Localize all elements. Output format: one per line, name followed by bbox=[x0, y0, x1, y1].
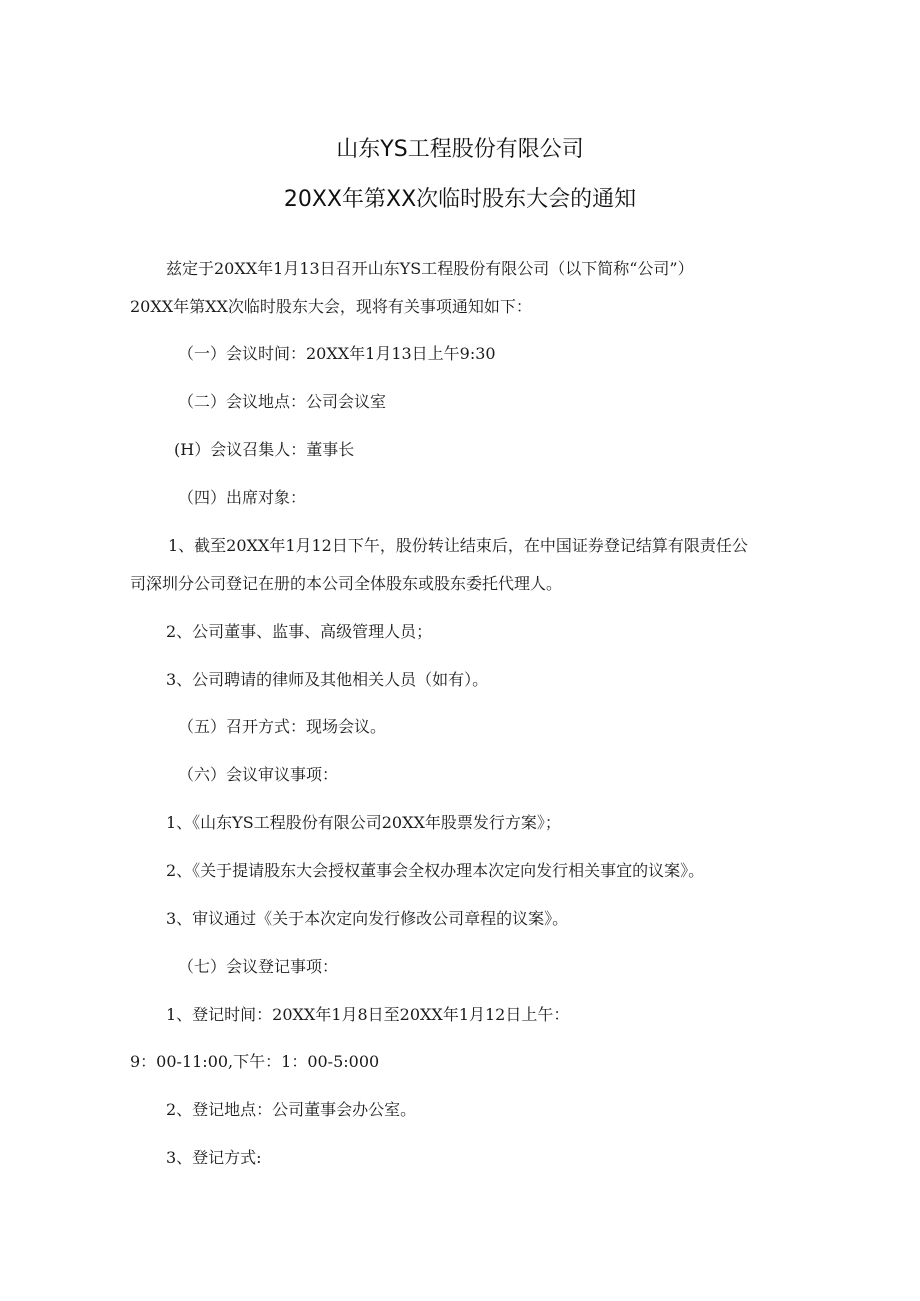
attendees-heading: （四）出席对象： bbox=[178, 488, 307, 507]
agenda-item-3: 3、审议通过《关于本次定向发行修改公司章程的议案》。 bbox=[166, 909, 569, 928]
company-title: 山东YS工程股份有限公司 bbox=[336, 137, 584, 162]
registration-heading: （七）会议登记事项： bbox=[178, 957, 339, 976]
attendee-item-2: 2、公司董事、监事、高级管理人员； bbox=[166, 622, 433, 641]
meeting-location: （二）会议地点：公司会议室 bbox=[178, 392, 387, 411]
registration-time: 1、登记时间：20XX年1月8日至20XX年1月12日上午： bbox=[166, 1005, 570, 1024]
registration-method: 3、登记方式: bbox=[166, 1148, 262, 1167]
meeting-method: （五）召开方式：现场会议。 bbox=[178, 717, 387, 736]
attendee-item-3: 3、公司聘请的律师及其他相关人员（如有）。 bbox=[166, 670, 489, 689]
agenda-heading: （六）会议审议事项： bbox=[178, 765, 339, 784]
registration-location: 2、登记地点：公司董事会办公室。 bbox=[166, 1100, 417, 1119]
intro-line-2: 20XX年第XX次临时股东大会，现将有关事项通知如下： bbox=[130, 297, 532, 316]
agenda-item-2: 2、《关于提请股东大会授权董事会全权办理本次定向发行相关事宜的议案》。 bbox=[166, 861, 705, 880]
attendee-item-1: 1、截至20XX年1月12日下午，股份转让结束后，在中国证券登记结算有限责任公 bbox=[168, 536, 748, 555]
agenda-item-1: 1、《山东YS工程股份有限公司20XX年股票发行方案》； bbox=[166, 813, 561, 832]
attendee-item-1-cont: 司深圳分公司登记在册的本公司全体股东或股东委托代理人。 bbox=[130, 574, 563, 593]
notice-title: 20XX年第XX次临时股东大会的通知 bbox=[283, 187, 637, 212]
meeting-convener: (H）会议召集人：董事长 bbox=[174, 440, 355, 459]
intro-line-1: 兹定于20XX年1月13日召开山东YS工程股份有限公司（以下简称“公司”） bbox=[166, 259, 694, 278]
registration-time-cont: 9：00-11:00,下午：1：00-5:000 bbox=[130, 1052, 380, 1071]
meeting-time: （一）会议时间：20XX年1月13日上午9:30 bbox=[178, 344, 496, 363]
